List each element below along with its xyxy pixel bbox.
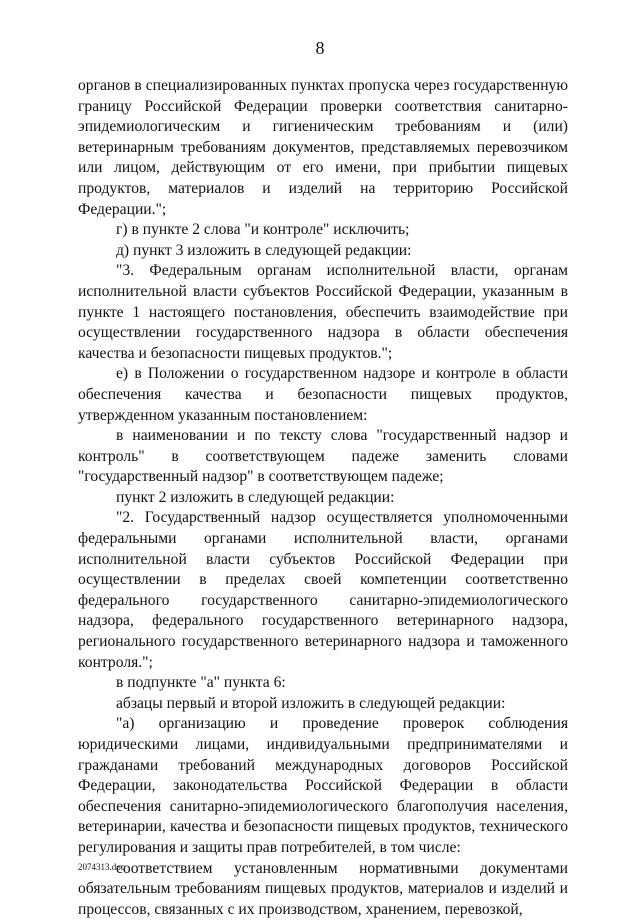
paragraph-abzacy-intro: абзацы первый и второй изложить в следующей редакции: [116,694,506,712]
document-body [78,76,568,920]
paragraph-quote-point-2: "2. Государственный надзор осуществляется уполномоченными федеральными органами исполнительной власти, органами исполнительной власти субъектов Российской Федерации при осуществлении в пределах своей компетенции соответственно федерального государственного санитарно-эпидемиологического надзора, федерального государственного ветеринарного надзора, регионального государственного ветеринарного надзора и таможенного контроля."; [78,509,568,671]
paragraph-point-2-intro: пункт 2 изложить в следующей редакции: [116,488,395,506]
paragraph-item-e: е) в Положении о государственном надзоре и контроле в области обеспечения качества и безопасности пищевых продуктов, утвержденном указанным постановлением: [78,365,568,424]
paragraph-item-g: г) в пункте 2 слова "и контроле" исключить; [116,221,410,239]
file-name-label: 2074313.doc [78,862,125,872]
paragraph-quote-subpoint-a: "а) организацию и проведение проверок соблюдения юридическими лицами, индивидуальными предпринимателями и гражданами требований международных договоров Российской Федерации, законодательства Российской Федерации в области обеспечения санитарно-эпидемиологического благополучия населения, ветеринарии, качества и безопасности пищевых продуктов, технического регулирования и защиты прав потребителей, в том числе: [78,715,568,856]
paragraph-title-change: в наименовании и по тексту слова "государственный надзор и контроль" в соответствующем падеже заменить словами "государственный надзор" в соответствующем падеже; [78,427,568,486]
paragraph-item-d: д) пункт 3 изложить в следующей редакции: [116,241,412,259]
paragraph-continuation: органов в специализированных пунктах пропуска через государственную границу Российской Федерации проверки соответствия санитарно-эпидемиологическим и гигиеническим требованиям и (или) ветеринарным требованиям документов, представляемых перевозчиком или лицом, действующим от его имени, при прибытии пищевых продуктов, материалов и изделий на территорию Российской Федерации."; [78,77,568,218]
paragraph-subpoint-a-intro: в подпункте "а" пункта 6: [116,674,286,692]
paragraph-compliance: соответствием установленным нормативными документами обязательным требованиям пищевых продуктов, материалов и изделий и процессов, связанных с их производством, хранением, перевозкой, [78,859,568,918]
page-number: 8 [315,38,325,58]
paragraph-quote-point-3: "3. Федеральным органам исполнительной власти, органам исполнительной власти субъектов Российской Федерации, указанным в пункте 1 настоящего постановления, обеспечить взаимодействие при осуществлении государственного надзора в области обеспечения качества и безопасности пищевых продуктов."; [78,262,568,362]
